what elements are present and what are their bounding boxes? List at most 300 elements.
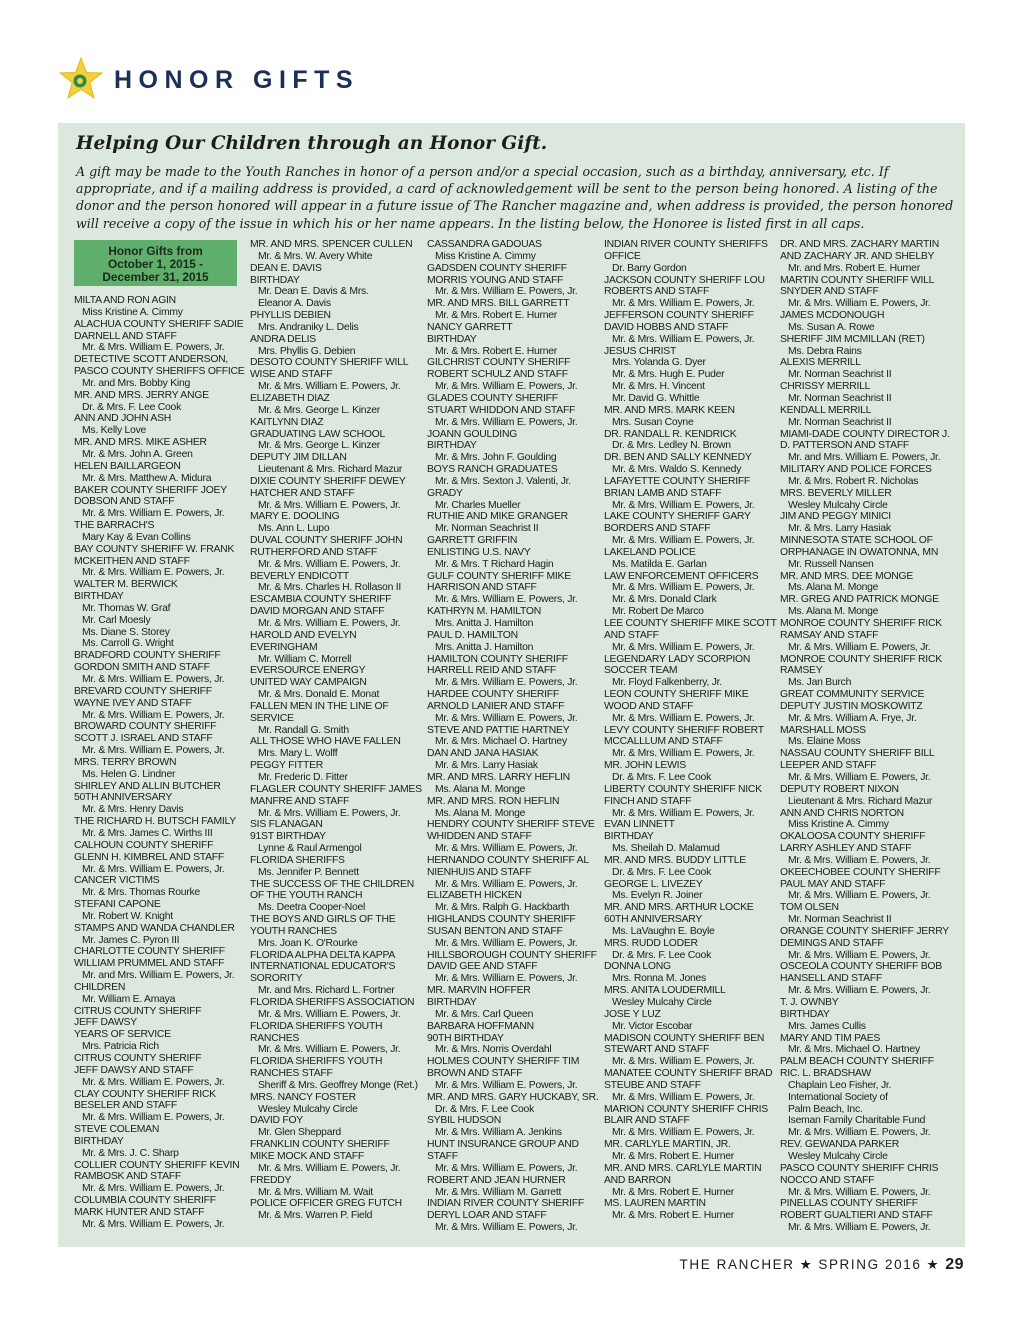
donor-line: Mr. & Mrs. Henry Davis xyxy=(82,804,184,816)
honoree-line: MR. AND MRS. LARRY HEFLIN xyxy=(427,771,570,783)
honoree-line: CASSANDRA GADOUAS xyxy=(427,239,542,250)
donor-line: Mr. & Mrs. William E. Powers, Jr. xyxy=(435,937,578,949)
honoree-line: DEPUTY ROBERT NIXON xyxy=(780,783,899,795)
honoree-line: WOOD AND STAFF xyxy=(604,700,694,712)
honoree-line: LEEPER AND STAFF xyxy=(780,760,877,772)
donor-line: Mr. & Mrs. Robert E. Hurner xyxy=(435,310,558,322)
honoree-line: MR. AND MRS. RON HEFLIN xyxy=(427,795,560,807)
donor-line: Mr. Victor Escobar xyxy=(612,1020,693,1032)
honoree-line: ALACHUA COUNTY SHERIFF SADIE xyxy=(74,318,244,330)
honoree-line: KAITLYNN DIAZ xyxy=(250,416,324,428)
honoree-line: HENDRY COUNTY SHERIFF STEVE xyxy=(427,819,595,831)
honoree-line: MARY AND TIM PAES xyxy=(780,1032,881,1044)
honoree-line: MRS. TERRY BROWN xyxy=(74,756,177,768)
donor-line: Mr. & Mrs. William E. Powers, Jr. xyxy=(82,745,225,757)
honoree-line: MR. AND MRS. GARY HUCKABY, SR. xyxy=(427,1091,599,1103)
honoree-line: RANCHES xyxy=(250,1032,300,1044)
honoree-line: FLORIDA SHERIFFS xyxy=(250,854,345,866)
honoree-line: MS. LAUREN MARTIN xyxy=(604,1198,706,1210)
honoree-line: MIKE MOCK AND STAFF xyxy=(250,1150,364,1162)
donor-line: Ms. Alana M. Monge xyxy=(788,582,879,594)
donor-line: Mr. Charles Mueller xyxy=(435,499,521,511)
donor-line: Mr. & Mrs. William E. Powers, Jr. xyxy=(612,641,755,653)
donor-line: Miss Kristine A. Cimmy xyxy=(788,819,889,831)
honoree-line: OF THE YOUTH RANCH xyxy=(250,890,363,902)
donor-line: Ms. Jan Burch xyxy=(788,677,852,689)
honoree-line: ELIZABETH HICKEN xyxy=(427,890,522,902)
donor-line: Mr. & Mrs. William E. Powers, Jr. xyxy=(788,1222,931,1234)
honoree-line: DIXIE COUNTY SHERIFF DEWEY xyxy=(250,475,406,487)
honoree-line: HOLMES COUNTY SHERIFF TIM xyxy=(427,1056,580,1068)
donor-line: Mr. William C. Morrell xyxy=(258,653,352,665)
donor-line: Mr. & Mrs. William E. Powers, Jr. xyxy=(788,1127,931,1139)
honoree-line: BAKER COUNTY SHERIFF JOEY xyxy=(74,484,227,496)
honoree-line: DONNA LONG xyxy=(604,961,671,973)
donor-line: Ms. Elaine Moss xyxy=(788,736,861,748)
donor-line: Mr. & Mrs. William E. Powers, Jr. xyxy=(612,807,755,819)
honoree-line: WAYNE IVEY AND STAFF xyxy=(74,697,192,709)
donor-line: Mr. & Mrs. Larry Hasiak xyxy=(435,760,538,772)
donor-line: Mr. Norman Seachrist II xyxy=(788,392,892,404)
donor-line: Mr. and Mrs. Robert E. Hurner xyxy=(788,262,920,274)
donor-line: Miss Kristine A. Cimmy xyxy=(435,250,536,262)
donor-line: Wesley Mulcahy Circle xyxy=(612,997,712,1008)
donor-line: Mr. & Mrs. Robert E. Hurner xyxy=(435,345,558,357)
donor-line: Mr. & Mrs. William E. Powers, Jr. xyxy=(788,985,931,997)
donor-line: Mr. & Mrs. Robert E. Hurner xyxy=(612,1186,735,1198)
donor-line: Mr. & Mrs. W. Avery White xyxy=(258,250,373,262)
honoree-line: FLORIDA SHERIFFS ASSOCIATION xyxy=(250,997,415,1008)
honoree-line: HARDEE COUNTY SHERIFF xyxy=(427,689,559,701)
honoree-line: ENLISTING U.S. NAVY xyxy=(427,546,531,558)
honoree-line: INTERNATIONAL EDUCATOR'S xyxy=(250,961,396,973)
donor-line: Mr. & Mrs. John A. Green xyxy=(82,448,193,460)
donor-line: Ms. Deetra Cooper-Noel xyxy=(258,902,366,914)
honoree-line: BIRTHDAY xyxy=(427,333,477,345)
donor-line: Mr. & Mrs. William E. Powers, Jr. xyxy=(258,499,401,511)
honoree-line: ROBERT AND JEAN HURNER xyxy=(427,1174,566,1186)
honoree-line: STEVE AND PATTIE HARTNEY xyxy=(427,724,570,736)
donor-line: Mr. & Mrs. William E. Powers, Jr. xyxy=(82,1218,225,1230)
honoree-line: BARBARA HOFFMANN xyxy=(427,1020,534,1032)
donor-line: Mrs. Andraniky L. Delis xyxy=(258,321,359,333)
honoree-line: STAFF xyxy=(427,1150,458,1162)
donor-line: Mr. & Mrs. William E. Powers, Jr. xyxy=(435,712,578,724)
donor-line: Mr. & Mrs. William E. Powers, Jr. xyxy=(435,286,578,298)
donor-line: Mr. & Mrs. Michael O. Hartney xyxy=(788,1044,920,1056)
honoree-line: TOM OLSEN xyxy=(780,902,839,914)
donor-line: Mr. & Mrs. George L. Kinzer xyxy=(258,404,381,416)
honoree-line: ROBERTS AND STAFF xyxy=(604,286,710,298)
donor-line: Mr. & Mrs. William E. Powers, Jr. xyxy=(435,1079,578,1091)
donor-line: Mr. Robert De Marco xyxy=(612,606,704,618)
honoree-line: STUART WHIDDON AND STAFF xyxy=(427,404,576,416)
honoree-line: DR. RANDALL R. KENDRICK xyxy=(604,428,737,440)
honoree-line: 60TH ANNIVERSARY xyxy=(604,914,703,926)
intro-heading: Helping Our Children through an Honor Gift. xyxy=(76,133,548,154)
honoree-line: SOCCER TEAM xyxy=(604,665,678,677)
honoree-line: JIM AND PEGGY MINICI xyxy=(780,511,891,523)
honoree-line: CITRUS COUNTY SHERIFF xyxy=(74,1005,202,1017)
donor-line: Mr. & Mrs. Robert E. Hurner xyxy=(612,1210,735,1222)
donor-line: Mrs. Ronna M. Jones xyxy=(612,973,706,985)
honoree-line: JEFFERSON COUNTY SHERIFF xyxy=(604,310,754,322)
donor-line: Mr. & Mrs. George L. Kinzer xyxy=(258,440,381,452)
donor-line: Mr. Norman Seachrist II xyxy=(788,416,892,428)
donor-line: Mrs. Yolanda G. Dyer xyxy=(612,357,706,369)
honoree-line: FLORIDA ALPHA DELTA KAPPA xyxy=(250,949,396,961)
honoree-line: ORANGE COUNTY SHERIFF JERRY xyxy=(780,925,949,937)
donor-line: Mr. & Mrs. William E. Powers, Jr. xyxy=(82,1183,225,1195)
honoree-line: RUTHERFORD AND STAFF xyxy=(250,546,377,558)
honor-list-column-3 xyxy=(427,239,605,1234)
donor-line: Ms. Kelly Love xyxy=(82,425,147,437)
donor-line: Mr. & Mrs. Thomas Rourke xyxy=(82,887,200,899)
honoree-line: GORDON SMITH AND STAFF xyxy=(74,662,210,674)
donor-line: Ms. Evelyn R. Joiner xyxy=(612,890,703,902)
donor-line: Wesley Mulcahy Circle xyxy=(788,499,888,511)
donor-line: Ms. Jennifer P. Bennett xyxy=(258,866,359,878)
honoree-line: MONROE COUNTY SHERIFF RICK xyxy=(780,618,942,629)
honoree-line: D. PATTERSON AND STAFF xyxy=(780,440,910,452)
donor-line: Mr. & Mrs. Ralph G. Hackbarth xyxy=(435,902,570,914)
honoree-line: FLAGLER COUNTY SHERIFF JAMES xyxy=(250,783,422,795)
honoree-line: PASCO COUNTY SHERIFFS OFFICE xyxy=(74,366,245,378)
donor-line: Mr. & Mrs. William E. Powers, Jr. xyxy=(435,1162,578,1174)
honoree-line: STAMPS AND WANDA CHANDLER xyxy=(74,922,235,934)
honoree-line: LEGENDARY LADY SCORPION xyxy=(604,653,751,665)
donor-line: Mr. & Mrs. T Richard Hagin xyxy=(435,558,554,570)
donor-line: Mr. & Mrs. William E. Powers, Jr. xyxy=(435,677,578,689)
honoree-line: GLENN H. KIMBREL AND STAFF xyxy=(74,851,224,863)
donor-line: Lieutenant & Mrs. Richard Mazur xyxy=(788,795,933,807)
honoree-line: RAMSAY AND STAFF xyxy=(780,629,879,641)
donor-line: Mr. & Mrs. Charles H. Rollason II xyxy=(258,582,402,594)
honoree-line: MANATEE COUNTY SHERIFF BRAD xyxy=(604,1068,773,1080)
honoree-line: STEUBE AND STAFF xyxy=(604,1079,701,1091)
honoree-line: BREVARD COUNTY SHERIFF xyxy=(74,685,212,697)
honoree-line: MR. AND MRS. MARK KEEN xyxy=(604,404,735,416)
honoree-line: JESUS CHRIST xyxy=(604,345,677,357)
honoree-line: HARRISON AND STAFF xyxy=(427,582,537,594)
honoree-line: HAMILTON COUNTY SHERIFF xyxy=(427,653,568,665)
donor-line: Mr. & Mrs. William E. Powers, Jr. xyxy=(435,1222,578,1234)
honoree-line: BRADFORD COUNTY SHERIFF xyxy=(74,650,221,662)
honoree-line: POLICE OFFICER GREG FUTCH xyxy=(250,1198,402,1210)
donor-line: Mr. Russell Nansen xyxy=(788,558,874,570)
honoree-line: REV. GEWANDA PARKER xyxy=(780,1139,900,1151)
honoree-line: MR. JOHN LEWIS xyxy=(604,760,686,772)
honoree-line: PALM BEACH COUNTY SHERIFF xyxy=(780,1056,934,1068)
donor-line: Mr. & Mrs. William E. Powers, Jr. xyxy=(435,843,578,855)
donor-line: Mr. and Mrs. William E. Powers, Jr. xyxy=(788,452,941,464)
honoree-line: JOSE Y LUZ xyxy=(604,1008,661,1020)
issue-season: SPRING 2016 xyxy=(818,1257,922,1272)
donor-line: Mr. & Mrs. William A. Jenkins xyxy=(435,1127,562,1139)
donor-line: Mr. & Mrs. William E. Powers, Jr. xyxy=(788,890,931,902)
honoree-line: LAFAYETTE COUNTY SHERIFF xyxy=(604,475,751,487)
donor-line: Ms. LaVaughn E. Boyle xyxy=(612,925,715,937)
honoree-line: MR. MARVIN HOFFER xyxy=(427,985,531,997)
honoree-line: DOBSON AND STAFF xyxy=(74,496,175,508)
honoree-line: WHIDDEN AND STAFF xyxy=(427,831,532,843)
honoree-line: DR. BEN AND SALLY KENNEDY xyxy=(604,452,752,464)
honoree-line: T. J. OWNBY xyxy=(780,997,839,1008)
honoree-line: PAUL D. HAMILTON xyxy=(427,629,518,641)
honoree-line: DAVID FOY xyxy=(250,1115,303,1127)
donor-line: Mr. & Mrs. Hugh E. Puder xyxy=(612,369,725,381)
honoree-line: MINNESOTA STATE SCHOOL OF xyxy=(780,535,933,547)
honoree-line: BIRTHDAY xyxy=(427,997,477,1008)
honoree-line: YEARS OF SERVICE xyxy=(74,1029,171,1041)
donor-line: Mr. & Mrs. William E. Powers, Jr. xyxy=(258,381,401,393)
honoree-line: NOCCO AND STAFF xyxy=(780,1174,875,1186)
honoree-line: BIRTHDAY xyxy=(427,440,477,452)
donor-line: Mary Kay & Evan Collins xyxy=(82,531,191,543)
honoree-line: SHIRLEY AND ALLIN BUTCHER xyxy=(74,780,221,792)
donor-line: Mr. & Mrs. William E. Powers, Jr. xyxy=(612,712,755,724)
honoree-line: BIRTHDAY xyxy=(74,1135,124,1147)
donor-line: Mr. & Mrs. William E. Powers, Jr. xyxy=(82,863,225,875)
honoree-line: HILLSBOROUGH COUNTY SHERIFF xyxy=(427,949,597,961)
honoree-line: CHILDREN xyxy=(74,981,126,993)
honoree-line: PEGGY FITTER xyxy=(250,760,324,772)
honoree-line: EVERSOURCE ENERGY xyxy=(250,665,366,677)
honoree-line: ALL THOSE WHO HAVE FALLEN xyxy=(250,736,401,748)
honoree-line: MARK HUNTER AND STAFF xyxy=(74,1206,205,1218)
honoree-line: SIS FLANAGAN xyxy=(250,819,323,831)
donor-line: Lynne & Raul Armengol xyxy=(258,843,362,855)
donor-line: Mr. Norman Seachrist II xyxy=(435,523,539,535)
donor-line: Sheriff & Mrs. Geoffrey Monge (Ret.) xyxy=(258,1079,418,1091)
honoree-line: CITRUS COUNTY SHERIFF xyxy=(74,1053,202,1064)
page-header xyxy=(58,56,958,108)
honoree-line: MCKEITHEN AND STAFF xyxy=(74,555,190,567)
honoree-line: EVAN LINNETT xyxy=(604,819,675,831)
donor-line: Mrs. Susan Coyne xyxy=(612,416,694,428)
donor-line: Mr. James C. Pyron III xyxy=(82,934,180,946)
honoree-line: BIRTHDAY xyxy=(74,591,124,603)
honoree-line: COLLIER COUNTY SHERIFF KEVIN xyxy=(74,1159,240,1171)
honoree-line: PAUL MAY AND STAFF xyxy=(780,878,886,890)
donor-line: Mr. & Mrs. James C. Wirths III xyxy=(82,827,213,839)
donor-line: Mrs. Phyllis G. Debien xyxy=(258,345,356,357)
honoree-line: MARTIN COUNTY SHERIFF WILL xyxy=(780,274,935,286)
honoree-line: MR. AND MRS. ARTHUR LOCKE xyxy=(604,902,754,914)
honoree-line: AND STAFF xyxy=(604,629,659,641)
donor-line: Dr. & Mrs. F. Lee Cook xyxy=(435,1103,535,1115)
honoree-line: SHERIFF JIM MCMILLAN (RET) xyxy=(780,333,925,345)
donor-line: Dr. & Mrs. F. Lee Cook xyxy=(612,866,712,878)
honoree-line: RAMBOSK AND STAFF xyxy=(74,1171,181,1183)
honoree-line: FRANKLIN COUNTY SHERIFF xyxy=(250,1139,390,1151)
honoree-line: JAMES MCDONOUGH xyxy=(780,310,885,322)
donor-line: Dr. & Mrs. Ledley N. Brown xyxy=(612,440,731,452)
donor-line: Dr. & Mrs. F. Lee Cook xyxy=(82,401,182,413)
page-number: 29 xyxy=(945,1256,964,1273)
donor-line: Mr. & Mrs. William E. Powers, Jr. xyxy=(258,1044,401,1056)
donor-line: Mr. & Mrs. Robert R. Nicholas xyxy=(788,475,919,487)
honoree-line: LIBERTY COUNTY SHERIFF NICK xyxy=(604,783,762,795)
honoree-line: PHYLLIS DEBIEN xyxy=(250,310,331,322)
honoree-line: GLADES COUNTY SHERIFF xyxy=(427,392,558,404)
donor-line: Mr. & Mrs. Donald E. Monat xyxy=(258,689,380,701)
honoree-line: HIGHLANDS COUNTY SHERIFF xyxy=(427,914,576,926)
donor-line: Mr. & Mrs. William E. Powers, Jr. xyxy=(435,973,578,985)
honoree-line: AND ZACHARY JR. AND SHELBY xyxy=(780,250,935,262)
honoree-line: THE SUCCESS OF THE CHILDREN xyxy=(250,878,414,890)
donor-line: Ms. Alana M. Monge xyxy=(788,606,879,618)
honoree-line: DUVAL COUNTY SHERIFF JOHN xyxy=(250,535,403,547)
donor-line: Mr. & Mrs. William E. Powers, Jr. xyxy=(612,1091,755,1103)
star-icon: ★ xyxy=(799,1257,814,1272)
honoree-line: DERYL LOAR AND STAFF xyxy=(427,1210,547,1222)
donor-line: Mr. & Mrs. William E. Powers, Jr. xyxy=(258,618,401,629)
honoree-line: LEVY COUNTY SHERIFF ROBERT xyxy=(604,724,764,736)
honoree-line: HARRELL REID AND STAFF xyxy=(427,665,557,677)
donor-line: Mr. & Mrs. William E. Powers, Jr. xyxy=(612,1056,755,1068)
star-icon xyxy=(58,56,104,102)
honoree-line: STEFANI CAPONE xyxy=(74,899,161,911)
donor-line: Mr. Frederic D. Fitter xyxy=(258,771,348,783)
donor-line: Miss Kristine A. Cimmy xyxy=(82,306,183,318)
honoree-line: MIAMI-DADE COUNTY DIRECTOR J. xyxy=(780,428,950,440)
honoree-line: BESELER AND STAFF xyxy=(74,1100,177,1112)
donor-line: Mr. & Mrs. Norris Overdahl xyxy=(435,1044,552,1056)
honoree-line: MR. CARLYLE MARTIN, JR. xyxy=(604,1139,731,1151)
honoree-line: HANSELL AND STAFF xyxy=(780,973,882,985)
honoree-line: DARNELL AND STAFF xyxy=(74,330,177,342)
donor-line: Mr. Robert W. Knight xyxy=(82,910,173,922)
honoree-line: BROWN AND STAFF xyxy=(427,1068,523,1080)
donor-line: Mr. & Mrs. William E. Powers, Jr. xyxy=(788,949,931,961)
donor-line: Mr. & Mrs. Michael O. Hartney xyxy=(435,736,567,748)
donor-line: Mr. & Mrs. Carl Queen xyxy=(435,1008,534,1020)
donor-line: Mr. Dean E. Davis & Mrs. xyxy=(258,286,369,298)
honoree-line: ALEXIS MERRILL xyxy=(780,357,861,369)
donor-line: Ms. Matilda E. Garlan xyxy=(612,558,707,570)
honoree-line: DAN AND JANA HASIAK xyxy=(427,748,539,760)
donor-line: Mr. Glen Sheppard xyxy=(258,1127,341,1139)
donor-line: Mr. & Mrs. William E. Powers, Jr. xyxy=(435,594,578,606)
donor-line: Mr. Thomas W. Graf xyxy=(82,602,171,614)
honoree-line: ESCAMBIA COUNTY SHERIFF xyxy=(250,594,392,606)
donor-line: Mr. & Mrs. William E. Powers, Jr. xyxy=(788,771,931,783)
honoree-line: LAKE COUNTY SHERIFF GARY xyxy=(604,511,751,523)
honoree-line: UNITED WAY CAMPAIGN xyxy=(250,677,367,689)
honoree-line: BIRTHDAY xyxy=(780,1008,830,1020)
honoree-line: BEVERLY ENDICOTT xyxy=(250,570,349,582)
honoree-line: THE BOYS AND GIRLS OF THE xyxy=(250,914,396,926)
donor-line: Mr. & Mrs. William E. Powers, Jr. xyxy=(788,641,931,653)
honoree-line: GADSDEN COUNTY SHERIFF xyxy=(427,262,567,274)
honoree-line: MCCALLLUM AND STAFF xyxy=(604,736,723,748)
honoree-line: WISE AND STAFF xyxy=(250,369,333,381)
honoree-line: LARRY ASHLEY AND STAFF xyxy=(780,843,912,855)
honoree-line: MILITARY AND POLICE FORCES xyxy=(780,464,932,476)
donor-line: Mr. & Mrs. William E. Powers, Jr. xyxy=(612,333,755,345)
honoree-line: JEFF DAWSY xyxy=(74,1017,137,1029)
honoree-line: SCOTT J. ISRAEL AND STAFF xyxy=(74,733,213,745)
donor-line: Dr. Barry Gordon xyxy=(612,262,687,274)
donor-line: Mrs. Patricia Rich xyxy=(82,1041,159,1053)
honoree-line: FLORIDA SHERIFFS YOUTH xyxy=(250,1020,383,1032)
honoree-line: INDIAN RIVER COUNTY SHERIFF xyxy=(427,1198,585,1210)
honoree-line: CANCER VICTIMS xyxy=(74,875,160,887)
honoree-line: MORRIS YOUNG AND STAFF xyxy=(427,274,564,286)
donor-line: Mr. and Mrs. Bobby King xyxy=(82,377,191,389)
donor-line: Mr. & Mrs. William E. Powers, Jr. xyxy=(258,807,401,819)
honoree-line: THE RICHARD H. BUTSCH FAMILY xyxy=(74,816,236,828)
donor-line: Mr. Norman Seachrist II xyxy=(788,369,892,381)
honoree-line: NIENHUIS AND STAFF xyxy=(427,866,532,878)
honoree-line: ANN AND JOHN ASH xyxy=(74,413,172,425)
honoree-line: MRS. ANITA LOUDERMILL xyxy=(604,985,726,997)
donor-line: Mrs. James Cullis xyxy=(788,1020,866,1032)
honoree-line: SUSAN BENTON AND STAFF xyxy=(427,925,563,937)
honoree-line: DAVID GEE AND STAFF xyxy=(427,961,538,973)
honoree-line: MONROE COUNTY SHERIFF RICK xyxy=(780,653,942,665)
donor-line: Palm Beach, Inc. xyxy=(788,1103,863,1115)
honoree-line: HELEN BAILLARGEON xyxy=(74,460,181,472)
donor-line: Eleanor A. Davis xyxy=(258,298,331,310)
donor-line: Ms. Susan A. Rowe xyxy=(788,321,875,333)
honoree-line: RAMSEY xyxy=(780,665,823,677)
honoree-line: EVERINGHAM xyxy=(250,641,318,653)
honoree-line: FREDDY xyxy=(250,1174,292,1186)
donor-line: Iseman Family Charitable Fund xyxy=(788,1115,926,1127)
honoree-line: MR. AND MRS. DEE MONGE xyxy=(780,570,914,582)
intro-text: A gift may be made to the Youth Ranches in honor of a person and/or a special occasion, such as a birthday, anniversary, etc. If appropriate, and if a mailing address is provided, a card of acknowledgement will be sent to the person being honored. A listing of the donor and the person honored will appear in a future issue of The Rancher magazine and, when address is provided, the person honored will receive a copy of the issue in which his or her name appears. In the listing below, the Honoree is listed first in all caps. xyxy=(76,164,954,231)
honoree-line: LAW ENFORCEMENT OFFICERS xyxy=(604,570,759,582)
honoree-line: ANN AND CHRIS NORTON xyxy=(780,807,904,819)
honoree-line: SORORITY xyxy=(250,973,303,985)
honoree-line: BORDERS AND STAFF xyxy=(604,523,711,535)
honoree-line: AND BARRON xyxy=(604,1174,671,1186)
honoree-line: PINELLAS COUNTY SHERIFF xyxy=(780,1198,918,1210)
honoree-line: HATCHER AND STAFF xyxy=(250,487,355,499)
honoree-line: JOANN GOULDING xyxy=(427,428,518,440)
honoree-line: MRS. RUDD LODER xyxy=(604,937,698,949)
donor-line: Mr. & Mrs. William E. Powers, Jr. xyxy=(612,535,755,547)
honoree-line: SYBIL HUDSON xyxy=(427,1115,501,1127)
honoree-line: CHRISSY MERRILL xyxy=(780,381,871,393)
donor-line: Mr. & Mrs. William E. Powers, Jr. xyxy=(612,582,755,594)
donor-line: International Society of xyxy=(788,1091,888,1103)
donor-line: Mr. & Mrs. H. Vincent xyxy=(612,381,705,393)
donor-line: Ms. Carroll G. Wright xyxy=(82,638,174,650)
honoree-line: GEORGE L. LIVEZEY xyxy=(604,878,703,890)
honoree-line: THE BARRACH'S xyxy=(74,520,155,532)
donor-line: Mr. & Mrs. J. C. Sharp xyxy=(82,1147,179,1159)
honoree-line: 90TH BIRTHDAY xyxy=(427,1032,504,1044)
donor-line: Mrs. Joan K. O'Rourke xyxy=(258,937,358,949)
honoree-line: 91ST BIRTHDAY xyxy=(250,831,326,843)
honoree-line: ORPHANAGE IN OWATONNA, MN xyxy=(780,546,939,558)
honoree-line: MR. AND MRS. BILL GARRETT xyxy=(427,298,570,310)
donor-line: Mr. & Mrs. William E. Powers, Jr. xyxy=(435,416,578,428)
donor-line: Ms. Alana M. Monge xyxy=(435,807,526,819)
donor-line: Ms. Ann L. Lupo xyxy=(258,523,330,535)
donor-line: Mrs. Mary L. Wolff xyxy=(258,748,338,760)
honoree-line: BAY COUNTY SHERIFF W. FRANK xyxy=(74,543,235,555)
honoree-line: 50TH ANNIVERSARY xyxy=(74,792,173,804)
honoree-line: COLUMBIA COUNTY SHERIFF xyxy=(74,1195,216,1207)
honoree-line: BIRTHDAY xyxy=(250,274,300,286)
honoree-line: OFFICE xyxy=(604,250,641,262)
honoree-line: DR. AND MRS. ZACHARY MARTIN xyxy=(780,239,939,250)
honoree-line: DEPUTY JIM DILLAN xyxy=(250,452,347,464)
